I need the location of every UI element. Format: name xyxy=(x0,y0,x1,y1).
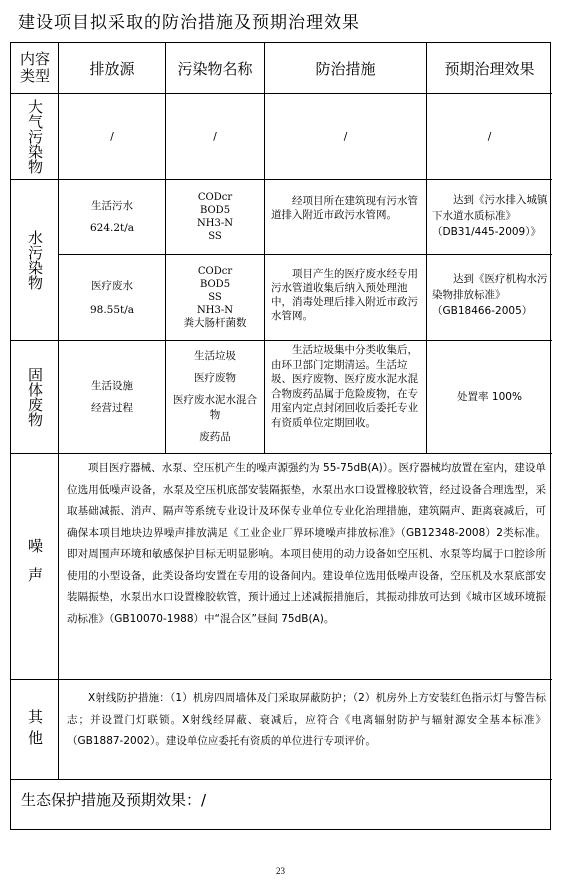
water-measure-1 xyxy=(265,180,426,254)
page-number: 23 xyxy=(276,866,285,876)
solid-source xyxy=(59,341,165,453)
solid-effect xyxy=(427,341,552,453)
measures-table xyxy=(10,42,551,830)
water-effect-1-text: 达到《污水排入城镇下水道水质标准》（DB31/445-2009）》 xyxy=(432,194,548,238)
air-pollutant xyxy=(166,94,264,179)
eco-text: 生态保护措施及预期效果：/ xyxy=(21,791,207,809)
solid-source-line1: 生活设施 xyxy=(91,380,133,392)
water-effect-2-text: 达到《医疗机构水污染物排放标准》（GB18466-2005） xyxy=(432,273,548,317)
header-effect xyxy=(427,43,552,93)
water-source-1 xyxy=(59,180,165,254)
noise-text xyxy=(59,454,552,679)
category-other xyxy=(12,680,58,779)
water-source-2-name: 医疗废水 xyxy=(91,279,133,292)
pollutant-item: SS xyxy=(208,231,222,242)
category-other-label: 其他 xyxy=(26,708,44,751)
category-water-label: 水污染物 xyxy=(26,230,44,290)
header-pollutant xyxy=(166,43,264,93)
header-type-label: 内容类型 xyxy=(19,50,50,85)
header-source xyxy=(59,43,165,93)
water-source-1-amount: 624.2t/a xyxy=(89,222,135,234)
header-source-label: 排放源 xyxy=(89,59,135,78)
pollutant-item: 医疗废水泥水混合物 xyxy=(173,394,257,421)
category-solid xyxy=(12,341,58,453)
other-text xyxy=(59,680,552,779)
air-effect xyxy=(427,94,552,179)
category-noise-label: 噪声 xyxy=(26,537,44,596)
solid-source-line2: 经营过程 xyxy=(91,402,133,414)
page-title: 建设项目拟采取的防治措施及预期治理效果 xyxy=(18,13,360,33)
category-water xyxy=(12,180,58,340)
pollutant-item: 医疗废物 xyxy=(194,372,236,384)
water-source-2 xyxy=(59,255,165,340)
pollutant-item: NH3-N xyxy=(197,218,233,229)
row-divider xyxy=(11,779,552,780)
water-measure-2-text: 项目产生的医疗废水经专用污水管道收集后纳入预处理池中，消毒处理后排入附近市政污水管网。 xyxy=(271,268,418,322)
water-source-2-amount: 98.55t/a xyxy=(89,303,135,316)
eco-row xyxy=(21,789,541,819)
solid-measure xyxy=(265,341,426,453)
water-pollutants-1 xyxy=(166,180,264,254)
category-air xyxy=(12,94,58,179)
header-measure xyxy=(265,43,426,93)
air-source xyxy=(59,94,165,179)
header-pollutant-label: 污染物名称 xyxy=(177,59,253,78)
air-source-value: / xyxy=(110,130,114,143)
category-solid-label: 固体废物 xyxy=(26,367,44,427)
pollutant-item: SS xyxy=(208,292,222,303)
water-effect-1 xyxy=(427,180,552,254)
header-effect-label: 预期治理效果 xyxy=(444,59,535,78)
solid-effect-text: 处置率 100% xyxy=(457,391,522,403)
water-measure-1-text: 经项目所在建筑现有污水管道排入附近市政污水管网。 xyxy=(271,195,418,221)
air-measure xyxy=(265,94,426,179)
pollutant-item: 生活垃圾 xyxy=(194,350,236,362)
pollutant-item: 粪大肠杆菌数 xyxy=(183,317,247,329)
water-pollutants-2 xyxy=(166,255,264,340)
air-pollutant-value: / xyxy=(213,130,217,143)
water-effect-2 xyxy=(427,255,552,340)
pollutant-item: BOD5 xyxy=(199,279,231,290)
water-source-1-name: 生活污水 xyxy=(91,200,133,212)
header-measure-label: 防治措施 xyxy=(315,59,376,78)
pollutant-item: BOD5 xyxy=(199,205,231,216)
air-measure-value: / xyxy=(343,130,348,143)
noise-text-content: 项目医疗器械、水泵、空压机产生的噪声源强约为 55-75dB(A)）。医疗器械均放置在室内，建设单位选用低噪声设备，水泵及空压机底部安装隔振垫，水泵出水口设置橡胶软管，经过设备合理选型，采取基础减振、消声、隔声等系统专业设计及环保专业单位专业化治理措施，建筑隔声、距离衰减后，可确保本项目地块边界噪声排放满足《工业企业厂界环境噪声排放标准》（GB12348-2008）2类标准。即对周围声环境和敏感保护目标无明显影响。本项目使用的动力设备如空压机、水泵等均属于口腔诊所使用的小型设备，此类设备均安置在专用的设备间内。建设单位选用低噪声设备，空压机及水泵底部安装隔振垫，水泵出水口设置橡胶软管，预计通过上述减振措施后，其振动排放可达到《城市区域环境振动标准》（GB10070-1988）中“混合区”昼间 75dB(A)。 xyxy=(67,462,546,625)
category-air-label: 大气污染物 xyxy=(26,99,44,174)
category-noise xyxy=(12,454,58,679)
water-measure-2 xyxy=(265,255,426,340)
pollutant-item: CODcr xyxy=(197,266,233,277)
other-text-content: X射线防护措施：（1）机房四周墙体及门采取屏蔽防护；（2）机房外上方安装红色指示灯与警告标志；并设置门灯联锁。X射线经屏蔽、衰减后，应符合《电离辐射防护与辐射源安全基本标准》（GB1887-2002）。建设单位应委托有资质的单位进行专项评价。 xyxy=(67,692,546,747)
pollutant-item: 废药品 xyxy=(199,431,231,443)
pollutant-item: CODcr xyxy=(197,192,233,203)
air-effect-value: / xyxy=(487,130,492,143)
solid-pollutants xyxy=(166,341,264,453)
header-type xyxy=(12,43,58,93)
pollutant-item: NH3-N xyxy=(197,305,233,316)
solid-measure-text: 生活垃圾集中分类收集后，由环卫部门定期清运。生活垃圾、医疗废物、医疗废水泥水混合物废药品属于危险废物，在专用室内定点封闭回收后委托专业有资质单位定期回收。 xyxy=(271,344,418,429)
